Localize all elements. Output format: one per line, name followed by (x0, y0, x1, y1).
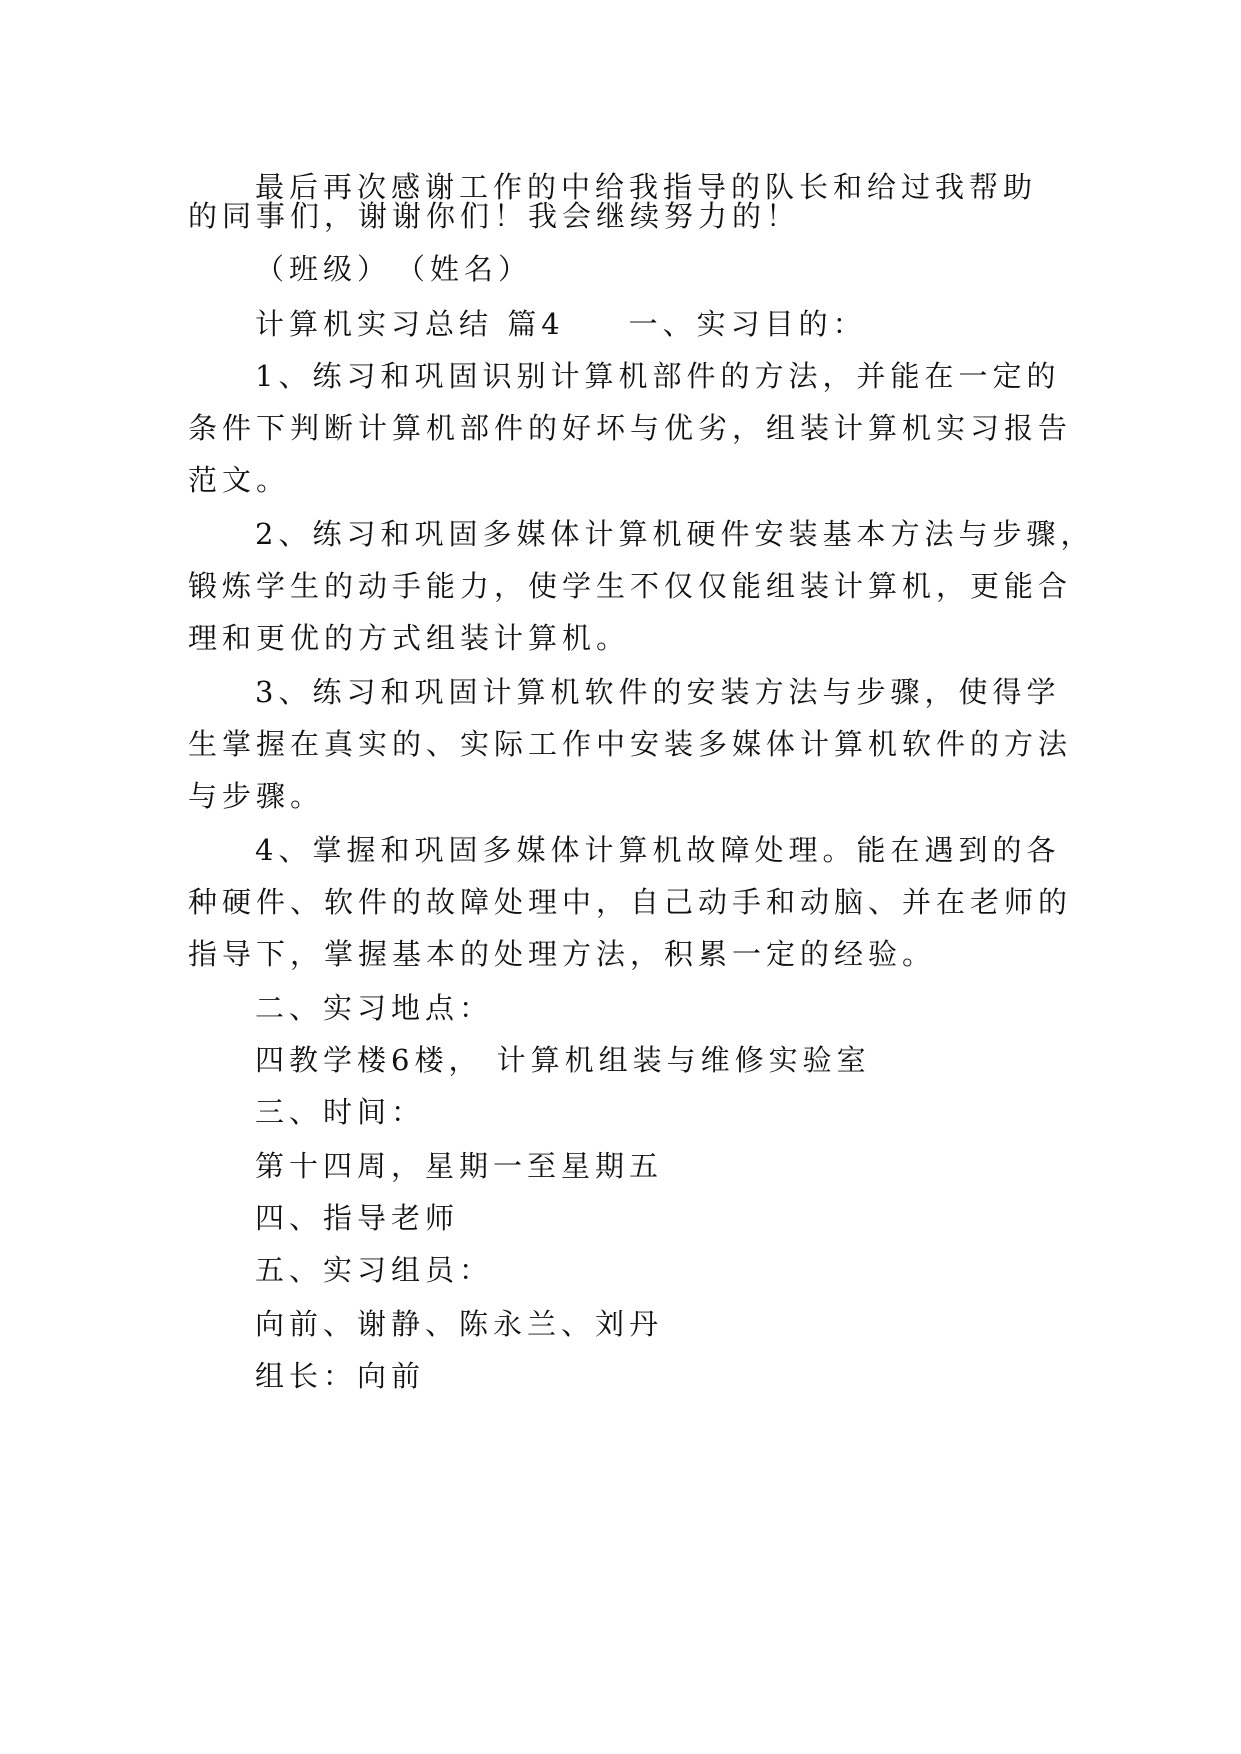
text-line: 向前、谢静、陈永兰、刘丹 (255, 1307, 664, 1341)
text-line: 4、掌握和巩固多媒体计算机故障处理。能在遇到的各 (255, 833, 1061, 867)
text-line: 3、练习和巩固计算机软件的安装方法与步骤，使得学 (255, 675, 1061, 709)
text-line: 四、指导老师 (255, 1201, 460, 1235)
text-line: 种硬件、软件的故障处理中，自己动手和动脑、并在老师的 (188, 885, 1073, 919)
article-title: 计算机实习总结 篇4 (255, 307, 565, 341)
text-line: 五、实习组员： (255, 1253, 494, 1287)
text-line: 最后再次感谢工作的中给我指导的队长和给过我帮助 (255, 170, 1038, 204)
text-line: 指导下，掌握基本的处理方法，积累一定的经验。 (188, 937, 937, 971)
text-line: 1、练习和巩固识别计算机部件的方法，并能在一定的 (255, 359, 1061, 393)
text-line: 第十四周，星期一至星期五 (255, 1149, 664, 1183)
text-line: 2、练习和巩固多媒体计算机硬件安装基本方法与步骤， (255, 517, 1095, 551)
text-line: 理和更优的方式组装计算机。 (188, 621, 631, 655)
text-line: 锻炼学生的动手能力，使学生不仅仅能组装计算机，更能合 (188, 569, 1073, 603)
text-line: 与步骤。 (188, 779, 325, 813)
text-line: 三、时间： (255, 1095, 426, 1129)
section-heading-line (255, 299, 1145, 349)
section-heading: 一、实习目的： (628, 307, 867, 341)
text-line: 范文。 (188, 463, 291, 497)
text-line: 组长：向前 (255, 1359, 426, 1393)
text-line: 条件下判断计算机部件的好坏与优劣，组装计算机实习报告 (188, 411, 1073, 445)
text-line: 的同事们，谢谢你们！我会继续努力的！ (188, 199, 801, 233)
text-line: 四教学楼6楼， 计算机组装与维修实验室 (255, 1043, 871, 1077)
text-line: 二、实习地点： (255, 991, 494, 1025)
text-line: （班级） （姓名） (255, 252, 533, 286)
text-line: 生掌握在真实的、实际工作中安装多媒体计算机软件的方法 (188, 727, 1073, 761)
